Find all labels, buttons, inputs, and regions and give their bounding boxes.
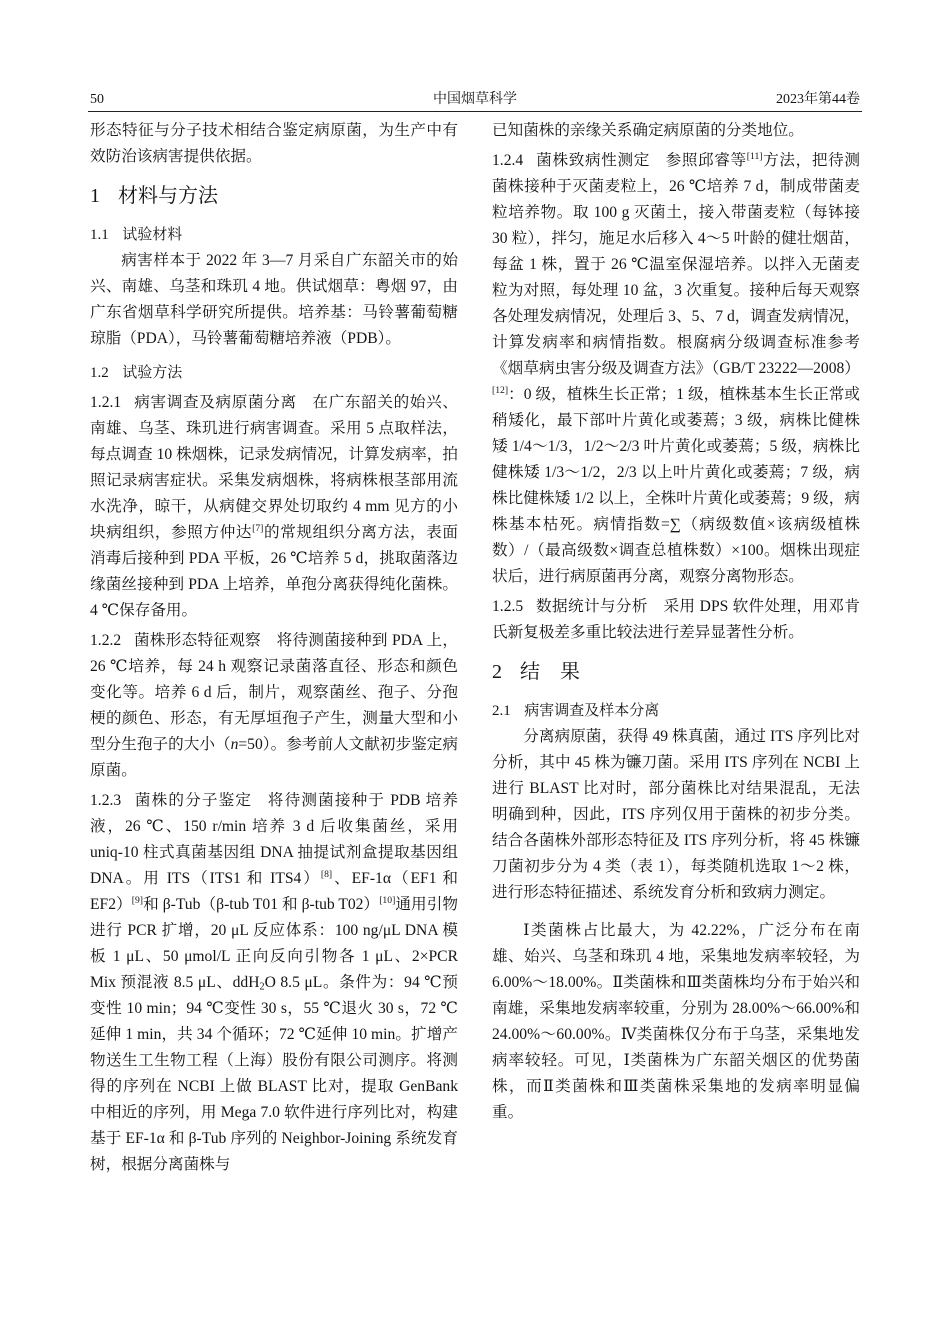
subsection-1-2-heading [90,360,458,386]
subsection-number: 1.2 [90,365,109,381]
section-2-heading [492,656,860,688]
subsection-title: 病害调查及样本分离 [524,703,660,719]
paragraph-text: 方法，把待测菌株接种于灭菌麦粒上，26 ℃培养 7 d，制成带菌麦粒培养物。取 100 g 灭菌土，接入带菌麦粒（每钵接 30 粒），拌匀，施足水后移入 4～5 叶龄的健壮烟苗，每盆 1 株，置于 26 ℃温室保湿培养。以拌入无菌麦粒为对照，每处理 10 盆，3 次重复。接种后每天观察各处理发病情况，处理后 3、5、7 d，调查发病情况，计算发病率和病情指数。根腐病分级调查标准参考《烟草病虫害分级及调查方法》（GB/T 23222—2008） [492,152,860,377]
intro-continuation: 形态特征与分子技术相结合鉴定病原菌，为生产中有效防治该病害提供依据。 [90,122,458,165]
italic-variable: n [230,736,239,753]
paragraph-title: 数据统计与分析 [535,598,648,615]
paragraph-text: 参照邱睿等 [665,152,747,169]
paragraph-text: =50）。参考前人文献初步鉴定病原菌。 [90,736,458,779]
paragraph-text: 和 β-Tub（β-tub T01 和 β-tub T02） [143,896,380,913]
paragraph-title: 菌株形态特征观察 [133,632,262,649]
subsection-1-1-heading [90,222,458,248]
left-column [90,118,458,1178]
paragraph-text: 将待测菌接种到 PDA 上，26 ℃培养，每 24 h 观察记录菌落直径、形态和颜色变化等。培养 6 d 后，制片，观察菌丝、孢子、分孢梗的颜色、形态，有无厚垣孢子产生，测量大型和小型分生孢子的大小（ [90,632,458,753]
paragraph-1-2-5 [492,594,860,646]
paragraph-1-2-3-continued: 已知菌株的亲缘关系确定病原菌的分类地位。 [492,122,804,139]
citation-ref: [7] [252,523,264,535]
section-title: 材料与方法 [118,185,218,207]
citation-ref: [9] [131,895,143,907]
citation-ref: [10] [379,895,396,907]
section-number: 2 [492,661,502,683]
paragraph-text: 在广东韶关的始兴、南雄、乌茎、珠玑进行病害调查。采用 5 点取样法，每点调查 10 株烟株，记录发病情况，计算发病率，拍照记录病害症状。采集发病烟株，将病株根茎部用流水洗净，晾干，从病健交界处切取约 4 mm 见方的小块病组织，参照方仲达 [90,394,458,541]
section-number: 1 [90,185,100,207]
paragraph-1-2-2 [90,628,458,784]
paragraph-1-2-4 [492,148,860,590]
results-paragraph-1: 分离病原菌，获得 49 株真菌，通过 ITS 序列比对分析，其中 45 株为镰刀菌。采用 ITS 序列在 NCBI 上进行 BLAST 比对时，部分菌株比对结果混乱，无法明确到种，因此，ITS 序列仅用于菌株的初步分类。结合各菌株外部形态特征及 ITS 序列分析，将 45 株镰刀菌初步分为 4 类（表 1），每类随机选取 1～2 株，进行形态特征描述、系统发育分析和致病力测定。 [492,728,860,901]
section-title: 结 果 [520,661,580,683]
paragraph-number: 1.2.2 [90,632,122,649]
section-1-heading [90,180,458,212]
paragraph-text: ：0 级，植株生长正常；1 级，植株基本生长正常或稍矮化，最下部叶片黄化或萎蔫；3 级，病株比健株矮 1/4～1/3，1/2～2/3 叶片黄化或萎蔫；5 级，病株比健株矮 1/3～1/2，2/3 以上叶片黄化或萎蔫；7 级，病株比健株矮 1/2 以上，全株叶片黄化或萎蔫；9 级，病株基本枯死。病情指数=∑（病级数值×该病级植株数）/（最高级数×调查总植株数）×100。烟株出现症状后，进行病原菌再分离，观察分离物形态。 [492,386,860,585]
subsection-title: 试验方法 [122,365,183,381]
paragraph-text: 的常规组织分离方法，表面消毒后接种到 PDA 平板，26 ℃培养 5 d，挑取菌落边缘菌丝接种到 PDA 上培养，单孢分离获得纯化菌株。4 ℃保存备用。 [90,524,458,619]
paragraph-text: 、EF-1α（EF1 和 EF2） [90,870,458,913]
paragraph-title: 菌株致病性测定 [535,152,650,169]
subsection-2-1-heading [492,698,860,724]
journal-title: 中国烟草科学 [433,92,517,107]
subsection-number: 2.1 [492,703,511,719]
paragraph-number: 1.2.3 [90,792,122,809]
paragraph-text: 将待测菌接种于 PDB 培养液，26 ℃、150 r/min 培养 3 d 后收集菌丝，采用 uniq-10 柱式真菌基因组 DNA 抽提试剂盒提取基因组 DNA。用 ITS（ITS1 和 ITS4） [90,792,458,887]
citation-ref: [12] [492,385,509,397]
paragraph-text: 通用引物进行 PCR 扩增，20 μL 反应体系：100 ng/μL DNA 模板 1 μL、50 μmol/L 正向反向引物各 1 μL、2×PCR Mix 预混液 8.5 μL、ddH [90,896,458,991]
materials-paragraph: 病害样本于 2022 年 3—7 月采自广东韶关市的始兴、南雄、乌茎和珠玑 4 地。供试烟草：粤烟 97，由广东省烟草科学研究所提供。培养基：马铃薯葡萄糖琼脂（PDA），马铃薯葡萄糖培养液（PDB）。 [90,252,458,347]
subsection-title: 试验材料 [122,227,183,243]
paragraph-text: 采用 DPS 软件处理，用邓肯氏新复极差多重比较法进行差异显著性分析。 [492,598,860,641]
results-paragraph-2: Ⅰ类菌株占比最大，为 42.22%，广泛分布在南雄、始兴、乌茎和珠玑 4 地，采集地发病率较轻，为 6.00%～18.00%。Ⅱ类菌株和Ⅲ类菌株均分布于始兴和南雄，采集地发病率较重，分别为 28.00%～66.00%和 24.00%～60.00%。Ⅳ类菌株仅分布于乌茎，采集地发病率较轻。可见，Ⅰ类菌株为广东韶关烟区的优势菌株，而Ⅱ类菌株和Ⅲ类菌株采集地的发病率明显偏重。 [492,922,860,1121]
paragraph-1-2-3 [90,788,458,1178]
header-rule [88,111,862,112]
paragraph-title: 病害调查及病原菌分离 [133,394,297,411]
citation-ref: [11] [746,151,763,163]
subscript: 2 [259,981,265,993]
paragraph-text: O 8.5 μL。条件为：94 ℃预变性 10 min；94 ℃变性 30 s，55 ℃退火 30 s，72 ℃延伸 1 min，共 34 个循环；72 ℃延伸 10 min。扩增产物送生工生物工程（上海）股份有限公司测序。将测得的序列在 NCBI 上做 BLAST 比对，提取 GenBank 中相近的序列，用 Mega 7.0 软件进行序列比对，构建基于 EF-1α 和 β-Tub 序列的 Neighbor-Joining 系统发育树，根据分离菌株与 [90,974,458,1173]
subsection-number: 1.1 [90,227,109,243]
citation-ref: [8] [320,869,333,881]
issue-label: 2023年第44卷 [776,92,860,107]
paragraph-title: 菌株的分子鉴定 [133,792,253,809]
right-column [492,118,860,1126]
paragraph-number: 1.2.5 [492,598,524,615]
paragraph-1-2-1 [90,390,458,624]
paragraph-number: 1.2.4 [492,152,524,169]
page-number: 50 [90,92,104,107]
paragraph-number: 1.2.1 [90,394,122,411]
